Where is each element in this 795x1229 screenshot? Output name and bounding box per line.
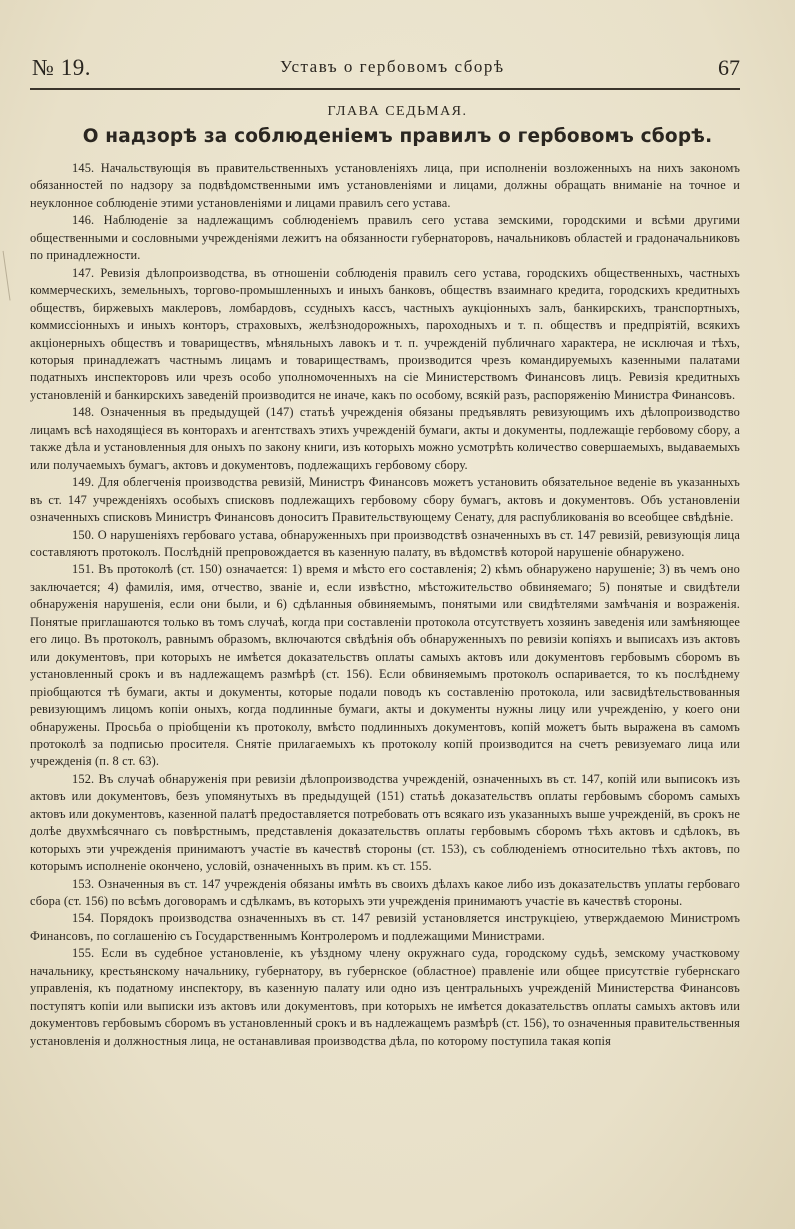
section-title: О надзорѣ за соблюденіемъ правилъ о гербовомъ сборѣ. <box>82 126 713 147</box>
statute-number: № 19. <box>32 55 91 80</box>
page-number: 67 <box>718 55 740 80</box>
article-151: 151. Въ протоколѣ (ст. 150) означается: 1) время и мѣсто его составленія; 2) кѣмъ обнаружено нарушеніе; 3) въ чемъ оно заключается; 4) фамилія, имя, отчество, званіе и, если извѣстно, мѣстожительство обвиняемаго; 5) понятые и свидѣтели обнаруженія нарушенія, если они были, и 6) сдѣланныя обвиняемымъ, понятыми или свидѣтелями замѣчанія и возраженія. Понятые приглашаются только въ томъ случаѣ, когда при составленіи протокола отсутствуетъ хозяинъ заведенія или замѣняющее его лицо. Въ протоколъ, равнымъ образомъ, включаются свѣдѣнія объ обнаруженныхъ по ревизіи копіяхъ и выписахъ изъ актовъ или документовъ, при которыхъ не имѣется доказательствъ оплаты самыхъ актовъ или документовъ гербовымъ сборомъ въ установленный срокъ и въ надлежащемъ размѣрѣ (ст. 156). Если обвиняемымъ протоколъ оспаривается, то къ послѣднему пріобщаются тѣ бумаги, акты и документы, которые подали поводъ къ составленію протокола, или засвидѣтельствованныя ревизующимъ лицомъ копіи оныхъ, когда подлинные бумаги, акты и документы нужны лицу или учрежденію, у коего они обнаружены. Просьба о пріобщеніи къ протоколу, вмѣсто подлинныхъ документовъ, копій можетъ быть выражена въ самомъ протоколѣ за подписью просителя. Снятіе прилагаемыхъ къ протоколу копій производится на счетъ ревизуемаго лица или учрежденія (п. 8 ст. 63). <box>30 562 740 769</box>
body-text <box>30 160 740 1050</box>
article-154: 154. Порядокъ производства означенныхъ въ ст. 147 ревизій установляется инструкціею, утверждаемою Министромъ Финансовъ, по соглашенію съ Государственнымъ Контролеромъ и подлежащими Министрами. <box>30 911 740 943</box>
article-147: 147. Ревизія дѣлопроизводства, въ отношеніи соблюденія правилъ сего устава, городскихъ общественныхъ, частныхъ коммерческихъ, земельныхъ, торгово-промышленныхъ и иныхъ банковъ, обществъ взаимнаго кредита, городскихъ кредитныхъ обществъ, биржевыхъ маклеровъ, ломбардовъ, ссудныхъ кассъ, частныхъ аукціонныхъ залъ, банкирскихъ, транспортныхъ, коммиссіонныхъ и иныхъ конторъ, страховыхъ, желѣзнодорожныхъ, пароходныхъ и т. п. обществъ и предпріятій, всякихъ акціонерныхъ обществъ и товариществъ, мѣняльныхъ лавокъ и т. п. учрежденій публичнаго характера, не исключая и тѣхъ, которыя принадлежатъ частнымъ лицамъ и товариществамъ, производится чрезъ командируемыхъ казенными палатами податныхъ инспекторовъ или чрезъ особо уполномоченныхъ на сіе Министерствомъ Финансовъ лицъ. Ревизія кредитныхъ установленій и банкирскихъ заведеній производится не иначе, какъ по особому, всякій разъ, распоряженію Министра Финансовъ. <box>30 265 740 402</box>
article-149: 149. Для облегченія производства ревизій, Министръ Финансовъ можетъ установить обязательное веденіе въ указанныхъ въ ст. 147 учрежденіяхъ особыхъ списковъ подлежащихъ гербовому сбору бумагъ, актовъ и документовъ. Объ установленіи означенныхъ списковъ Министръ Финансовъ доноситъ Правительствующему Сенату, для распубликованія во всеобщее свѣдѣніе. <box>30 475 740 525</box>
article-148: 148. Означенныя въ предыдущей (147) статьѣ учрежденія обязаны предъявлять ревизующимъ ихъ дѣлопроизводство лицамъ всѣ находящіеся въ конторахъ и агентствахъ этихъ учрежденій бумаги, акты и документы, подлежащіе гербовому сбору, а также дѣла и установленныя для оныхъ по закону книги, изъ которыхъ можно усмотрѣть количество совершаемыхъ, выдаваемыхъ или получаемыхъ бумагъ, актовъ и документовъ, подлежащихъ гербовому сбору. <box>30 405 740 472</box>
running-title: Уставъ о гербовомъ сборѣ <box>280 57 505 76</box>
article-153: 153. Означенныя въ ст. 147 учрежденія обязаны имѣть въ своихъ дѣлахъ какое либо изъ доказательствъ уплаты гербоваго сбора (ст. 156) по всѣмъ договорамъ и сдѣлкамъ, въ которыхъ эти учрежденія принимаютъ участіе въ качествѣ стороны. <box>30 876 740 909</box>
article-146: 146. Наблюденіе за надлежащимъ соблюденіемъ правилъ сего устава земскими, городскими и всѣми другими общественными и сословными учрежденіями лежитъ на обязанности губернаторовъ, начальниковъ областей и градоначальниковъ по принадлежности. <box>30 213 740 263</box>
article-152: 152. Въ случаѣ обнаруженія при ревизіи дѣлопроизводства учрежденій, означенныхъ въ ст. 147, копій или выписокъ изъ актовъ или документовъ, безъ упомянутыхъ въ предыдущей (151) статьѣ доказательствъ оплаты гербовымъ сборомъ самыхъ актовъ или документовъ, казенной палатѣ предоставляется потребовать отъ всякаго изъ указанныхъ выше учрежденій, въ срокъ не долѣе двухмѣсячнаго съ повѣрстнымъ, представленія доказательствъ оплаты гербовымъ сборомъ тѣхъ актовъ и сдѣлокъ, въ которыхъ эти учрежденія принимаютъ участіе въ качествѣ стороны (ст. 153), съ соблюденіемъ относительно тѣхъ актовъ, по которымъ исполненіе окончено, условій, означенныхъ въ прим. къ ст. 155. <box>30 771 740 874</box>
header-rule <box>30 88 740 90</box>
running-header <box>30 55 740 85</box>
article-150: 150. О нарушеніяхъ гербоваго устава, обнаруженныхъ при производствѣ означенныхъ въ ст. 147 ревизій, ревизующія лица составляютъ протоколъ. Послѣдній препровождается въ казенную палату, въ вѣдомствѣ которой нарушеніе обнаружено. <box>30 527 740 559</box>
margin-mark <box>3 249 21 300</box>
article-155: 155. Если въ судебное установленіе, къ уѣздному члену окружнаго суда, городскому судьѣ, земскому участковому начальнику, крестьянскому начальнику, губернатору, въ губернское (областное) правленіе или общее присутствіе губернскаго управленія, къ податному инспектору, въ казенную палату или одно изъ центральныхъ учрежденій Министерства Финансовъ поступятъ копіи или выписки изъ актовъ или документовъ, при которыхъ не имѣется доказательствъ оплаты самыхъ актовъ или документовъ гербовымъ сборомъ въ установленный срокъ и въ надлежащемъ размѣрѣ (ст. 156), то означенныя правительственныя установленія и должностныя лица, не останавливая производства дѣла, по которому поступила такая копія <box>30 946 740 1048</box>
chapter-heading: ГЛАВА СЕДЬМАЯ. <box>327 104 468 119</box>
article-145: 145. Начальствующія въ правительственныхъ установленіяхъ лица, при исполненіи возложенныхъ на нихъ закономъ обязанностей по надзору за подвѣдомственными имъ установленіями и лицами, должны обращать вниманіе на точное и неуклонное соблюденіе этими установленіями и лицами правилъ сего устава. <box>30 161 740 210</box>
